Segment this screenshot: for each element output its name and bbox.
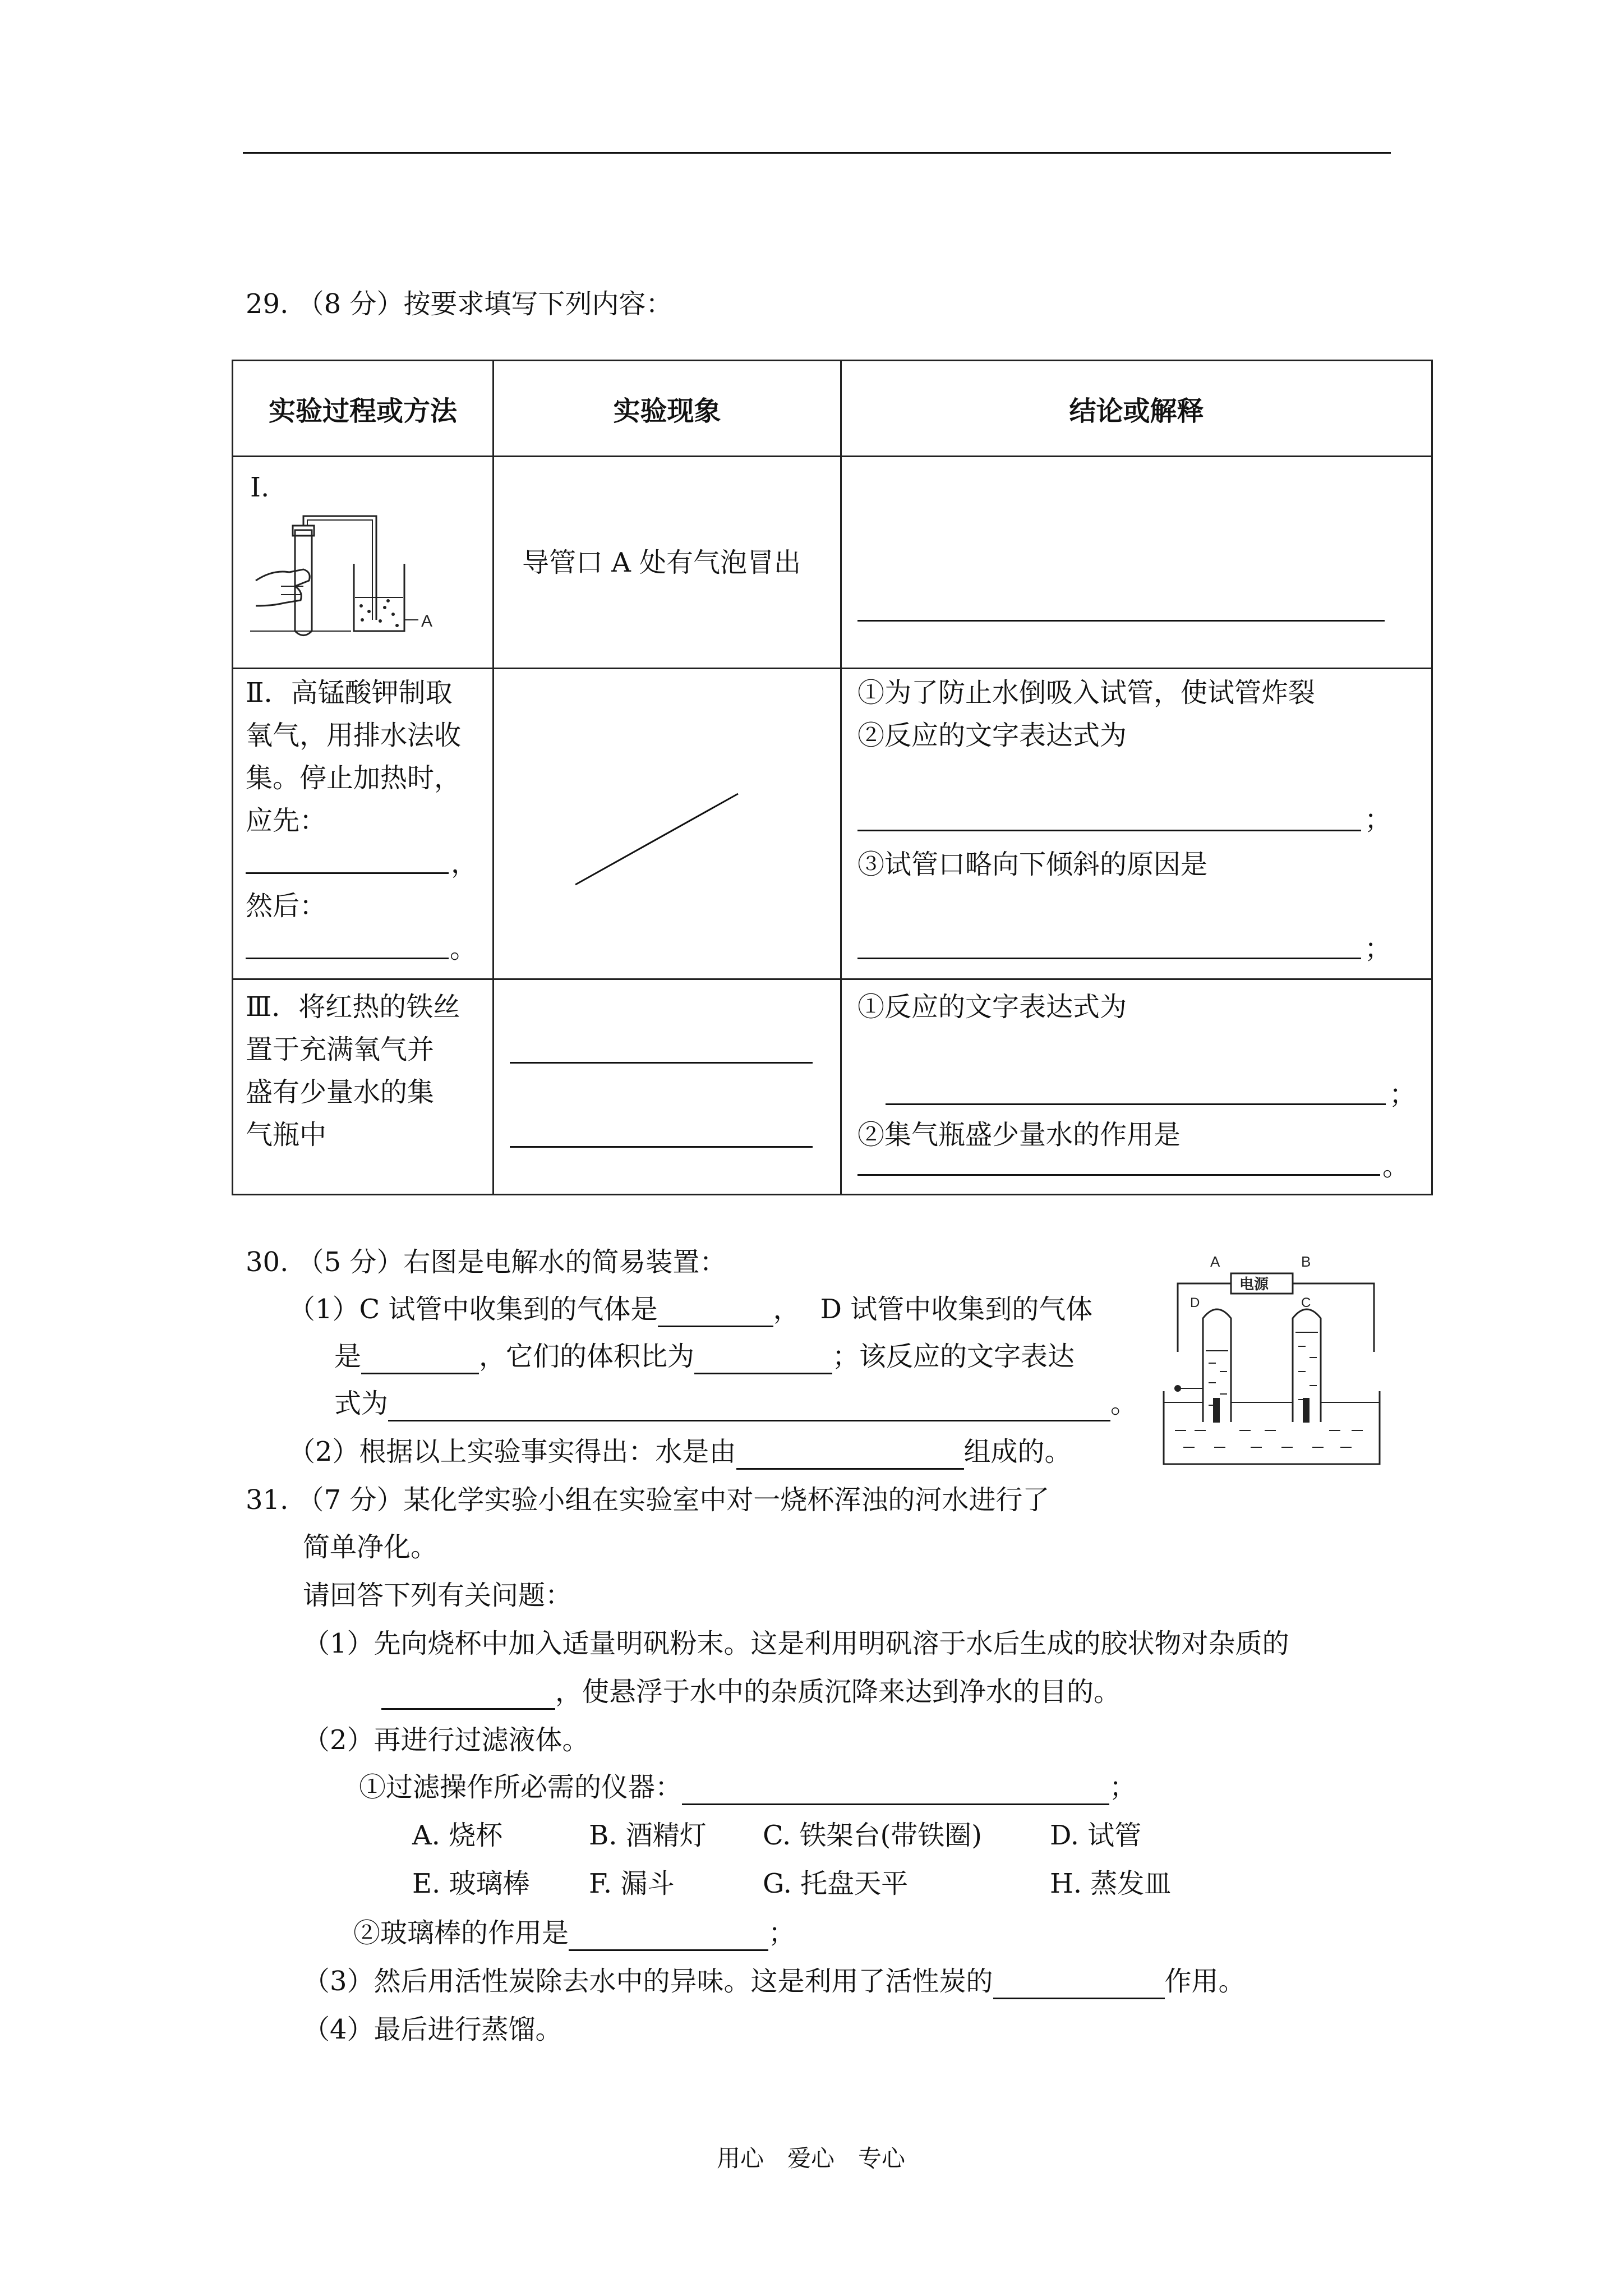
row2-conclusion <box>841 669 1432 979</box>
q30-blank-equation <box>388 1391 1110 1421</box>
fig-label-c: C <box>1301 1295 1311 1310</box>
header-rule <box>243 152 1391 154</box>
row1-label: Ⅰ. <box>250 472 270 503</box>
q30-line1 <box>288 1291 1092 1327</box>
row2-proc-l2: 氧气，用排水法收 <box>246 720 462 751</box>
q30-line2 <box>334 1338 1075 1374</box>
q31-l9a: （3）然后用活性炭除去水中的异味。这是利用了活性炭的 <box>303 1966 993 1997</box>
q30-p1c: D 试管中收集到的气体 <box>820 1294 1093 1325</box>
header-conclusion: 结论或解释 <box>841 361 1432 457</box>
row2-blank-first <box>246 872 449 874</box>
table-row <box>233 457 1432 669</box>
diagram-label-a: A <box>421 612 433 631</box>
row2-procedure <box>233 669 494 979</box>
row1-conclusion <box>841 457 1432 669</box>
row2-proc-l1: Ⅱ．高锰酸钾制取 <box>246 677 453 708</box>
row2-proc-period: 。 <box>450 933 477 964</box>
header-phenomenon: 实验现象 <box>494 361 841 457</box>
q30-blank-d-gas <box>361 1343 479 1374</box>
row2-semi-1: ； <box>1364 804 1392 835</box>
q31-option-b: B. 酒精灯 <box>589 1820 707 1851</box>
row3-semi: ； <box>1389 1079 1417 1110</box>
q31-l7: ①过滤操作所必需的仪器： <box>359 1772 683 1803</box>
q30-p3b: 。 <box>1110 1388 1138 1419</box>
row1-phenomenon <box>494 457 841 669</box>
q30-blank-c-gas <box>658 1296 773 1327</box>
table-row <box>233 669 1432 979</box>
q30-p1a: （1）C 试管中收集到的气体是 <box>288 1294 658 1325</box>
row3-proc-l3: 盛有少量水的集 <box>246 1076 435 1108</box>
row3-period: 。 <box>1382 1151 1410 1182</box>
row2-c3: ③试管口略向下倾斜的原因是 <box>857 849 1208 880</box>
row3-answer-line-1 <box>886 1103 1386 1105</box>
row2-semi-2: ； <box>1364 933 1392 964</box>
q31-line2: 简单净化。 <box>303 1531 438 1563</box>
q30-p2b: ，它们的体积比为 <box>479 1341 695 1372</box>
row3-conclusion <box>841 979 1432 1195</box>
fig-label-a: A <box>1210 1253 1220 1270</box>
q31-line6: （2）再进行过滤液体。 <box>303 1724 589 1756</box>
row3-proc-l4: 气瓶中 <box>246 1119 327 1151</box>
row3-phenomenon <box>494 979 841 1195</box>
q31-option-e: E. 玻璃棒 <box>412 1868 530 1899</box>
q30-line3 <box>334 1386 1137 1421</box>
row1-phenomenon-text: 导管口 A 处有气泡冒出 <box>522 547 801 578</box>
row2-phenomenon <box>494 669 841 979</box>
q30-p4a: （2）根据以上实验事实得出：水是由 <box>288 1436 736 1467</box>
q31-line5 <box>381 1674 1121 1710</box>
q30-p2c: ；该反应的文字表达 <box>832 1341 1075 1372</box>
diagonal-strike <box>494 669 842 980</box>
q31-option-h: H. 蒸发皿 <box>1050 1868 1172 1899</box>
q31-l9b: 作用。 <box>1164 1966 1246 1997</box>
row3-c1: ①反应的文字表达式为 <box>857 991 1127 1023</box>
q31-l7b: ； <box>1109 1772 1137 1803</box>
q31-line3: 请回答下列有关问题： <box>303 1580 573 1611</box>
row1-answer-line <box>857 620 1385 622</box>
row3-answer-line-2 <box>857 1174 1380 1176</box>
page-footer: 用心 爱心 专心 <box>717 2145 906 2172</box>
q31-line8 <box>353 1915 795 1951</box>
q31-option-c: C. 铁架台(带铁圈) <box>763 1820 982 1851</box>
experiment-table <box>232 360 1433 1195</box>
q31-blank-adsorption <box>381 1679 555 1710</box>
q31-l5: ，使悬浮于水中的杂质沉降来达到净水的目的。 <box>555 1676 1121 1708</box>
q31-option-g: G. 托盘天平 <box>763 1868 909 1899</box>
q31-blank-instruments <box>682 1774 1109 1805</box>
table-row <box>233 979 1432 1195</box>
fig-label-b: B <box>1301 1253 1311 1270</box>
row2-proc-l4: 应先： <box>246 805 327 836</box>
row3-procedure <box>233 979 494 1195</box>
q31-l8: ②玻璃棒的作用是 <box>353 1917 569 1949</box>
q31-line10: （4）最后进行蒸馏。 <box>303 2014 562 2045</box>
q31-l8b: ； <box>768 1917 796 1949</box>
row3-c2: ②集气瓶盛少量水的作用是 <box>857 1119 1181 1151</box>
q30-blank-composition <box>736 1439 964 1470</box>
q31-blank-glass-rod <box>569 1920 768 1951</box>
q31-option-a: A. 烧杯 <box>412 1820 503 1851</box>
electrolysis-diagram <box>1161 1251 1396 1475</box>
q31-line1: 31. （7 分）某化学实验小组在实验室中对一烧杯浑浊的河水进行了 <box>246 1484 1050 1516</box>
q31-line7 <box>359 1769 1136 1805</box>
q31-option-f: F. 漏斗 <box>589 1868 675 1899</box>
q30-p2a: 是 <box>334 1341 362 1372</box>
q31-blank-carbon <box>993 1968 1165 1999</box>
row2-proc-comma: ， <box>451 848 478 879</box>
q30-p4b: 组成的。 <box>963 1436 1072 1467</box>
q31-line4: （1）先向烧杯中加入适量明矾粉末。这是利用明矾溶于水后生成的胶状物对杂质的 <box>303 1628 1289 1659</box>
row2-proc-l3: 集。停止加热时， <box>246 762 462 794</box>
q31-option-d: D. 试管 <box>1050 1820 1142 1851</box>
q30-line4 <box>288 1434 1072 1470</box>
row2-blank-then <box>246 958 449 959</box>
row2-proc-l6: 然后： <box>246 890 327 922</box>
q30-blank-ratio <box>694 1343 832 1374</box>
row2-c1: ①为了防止水倒吸入试管，使试管炸裂 <box>857 677 1316 708</box>
row1-procedure <box>233 457 494 669</box>
q30-title: 30. （5 分）右图是电解水的简易装置： <box>246 1246 727 1278</box>
header-procedure: 实验过程或方法 <box>233 361 494 457</box>
row3-phenomenon-line-1 <box>510 1062 813 1064</box>
q30-p3a: 式为 <box>334 1388 389 1419</box>
airtight-check-diagram <box>250 502 452 648</box>
q29-title: 29. （8 分）按要求填写下列内容： <box>246 288 673 320</box>
fig-label-d: D <box>1190 1295 1200 1310</box>
q30-p1b: ， <box>773 1294 800 1325</box>
fig-power-label: 电源 <box>1239 1276 1269 1293</box>
row2-c2: ②反应的文字表达式为 <box>857 720 1127 751</box>
row2-answer-line-1 <box>857 830 1361 831</box>
row3-proc-l2: 置于充满氧气并 <box>246 1034 435 1065</box>
row3-proc-l1: Ⅲ．将红热的铁丝 <box>246 991 460 1023</box>
table-header-row <box>233 361 1432 457</box>
q31-line9 <box>303 1963 1246 1999</box>
row2-answer-line-2 <box>857 958 1361 959</box>
row3-phenomenon-line-2 <box>510 1146 813 1148</box>
